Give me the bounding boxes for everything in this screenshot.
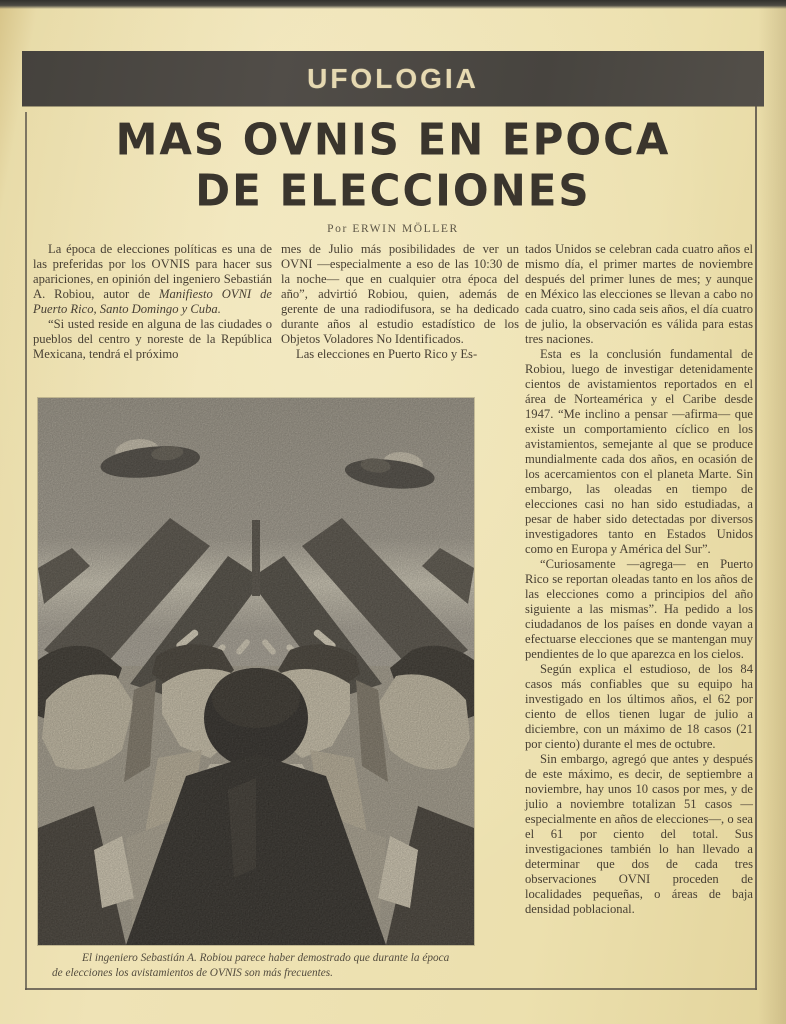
text-column-2 (281, 242, 519, 362)
article-photo (38, 398, 474, 945)
section-header-band (22, 51, 764, 106)
paragraph: “Si usted reside en alguna de las ciudades o pueblos del centro y noreste de la República Mexicana, tendrá el próximo (33, 317, 272, 361)
paragraph: mes de Julio más posibilidades de ver un OVNI —especialmente a eso de las 10:30 de la noche— que en cualquier otra época del año”, advirtió Robiou, quien, además de gerente de una radiodifusora, se ha dedicado durante años al estudio estadístico de los Objetos Voladores No Identificados. (281, 242, 519, 346)
text-column-3 (525, 242, 753, 917)
paragraph-text: La época de elecciones políticas es una de las preferidas por los OVNIS para hacer sus apariciones, en opinión del ingeniero Sebastián A. Robiou, autor de (33, 242, 272, 301)
ufo-photo-illustration (38, 398, 474, 945)
article-frame-rule-right (755, 106, 757, 990)
paragraph: Según explica el estudioso, de los 84 casos más confiables que su equipo ha investigado en los últimos años, el 62 por ciento de ellos tienen lugar de julio a diciembre, con un máximo de 18 casos (21 por ciento) durante el mes de octubre. (525, 662, 753, 751)
text-column-1 (33, 242, 272, 362)
section-title: UFOLOGIA (307, 62, 479, 94)
article-title-line1: MAS OVNIS EN EPOCA (115, 114, 671, 165)
paragraph (33, 242, 272, 317)
paragraph: tados Unidos se celebran cada cuatro años el mismo día, el primer martes de noviembre después del primer lunes de mes; y aunque en México las elecciones se llevan a cabo no cada cuatro, sino cada seis años, el día cuatro de julio, la observación es válida para estas tres naciones. (525, 242, 753, 346)
paragraph: Esta es la conclusión fundamental de Robiou, luego de investigar detenidamente cientos de avistamientos reportados en el área de Norteamérica y el Caribe desde 1947. “Me inclino a pensar —afirma— que existe un comportamiento cíclico en los avistamientos, semejante al que se produce mundialmente cada dos años, en ocasión de los acercamientos con el planeta Marte. Sin embargo, las oleadas en tiempo de elecciones casi no han sido estudiadas, a pesar de haber sido detectadas por diversos investigadores tanto en Estados Unidos como en Europa y América del Sur”. (525, 347, 753, 556)
scan-edge-artifact (0, 0, 786, 9)
byline: Por ERWIN MÖLLER (327, 223, 459, 235)
film-grain-light-overlay (38, 398, 474, 945)
article-frame-rule-left (25, 112, 27, 990)
paragraph: Las elecciones en Puerto Rico y Es- (296, 347, 478, 361)
article-frame-rule-bottom (25, 988, 757, 990)
book-title-italic: Manifiesto OVNI de Puerto Rico, Santo Domingo y Cuba. (33, 287, 272, 316)
article-title (30, 114, 756, 216)
paragraph: “Curiosamente —agrega— en Puerto Rico se reportan oleadas tanto en los años de las elecciones como a principios del año siguiente a las mismas”. Ha pedido a los ciudadanos de los países en donde vayan a efectuarse elecciones que se mantengan muy pendientes de lo que aparezca en los cielos. (525, 557, 753, 661)
article-title-line2: DE ELECCIONES (195, 165, 591, 216)
photo-caption: El ingeniero Sebastián A. Robiou parece haber demostrado que durante la época de elecciones los avistamientos de OVNIS son más frecuentes. (52, 952, 450, 979)
paragraph: Sin embargo, agregó que antes y después de este máximo, es decir, de septiembre a noviembre, hay unos 10 casos por mes, y de julio a noviembre totalizan 51 casos —especialmente en años de elecciones—, o sea el 61 por ciento del total. Sus investigaciones también lo han llevado a determinar que dos de cada tres observaciones OVNI proceden de localidades pequeñas, o áreas de baja densidad poblacional. (525, 752, 753, 916)
